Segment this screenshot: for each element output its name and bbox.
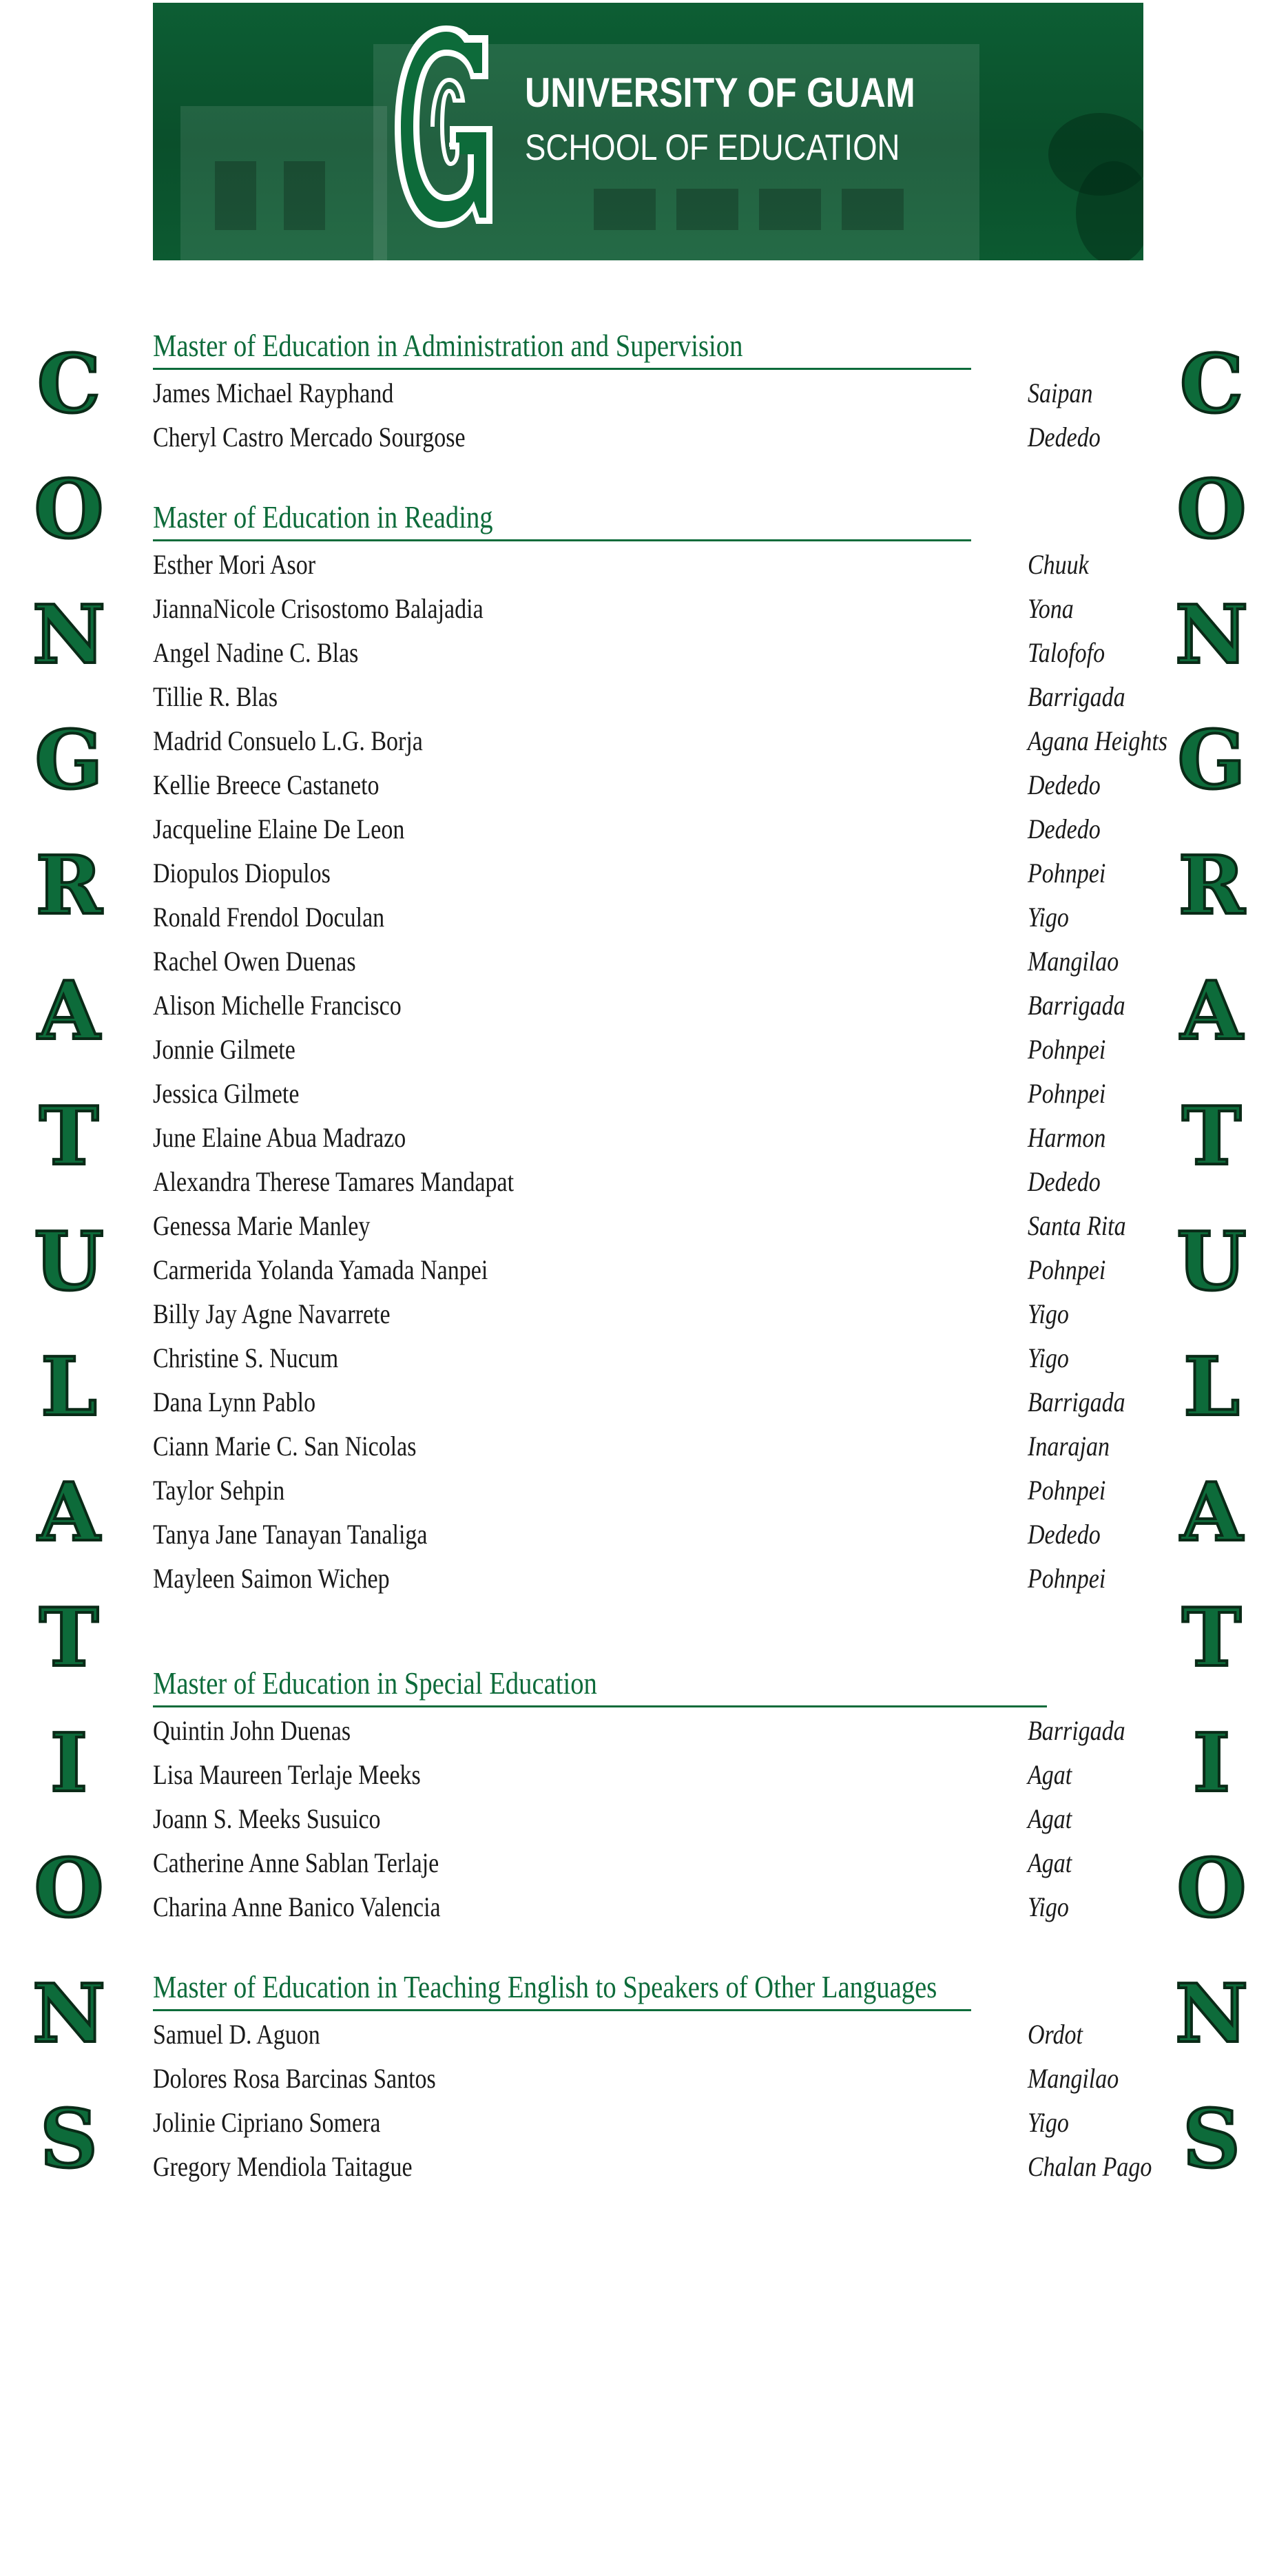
congratulations-letter: U: [34, 1215, 104, 1309]
congratulations-letter: S: [40, 2092, 98, 2186]
building-window: [676, 189, 738, 230]
graduate-row: [153, 895, 1165, 939]
graduate-name: Angel Nadine C. Blas: [153, 637, 359, 668]
graduate-name: Samuel D. Aguon: [153, 2019, 320, 2050]
graduate-row: [153, 1336, 1165, 1380]
degree-section: [153, 495, 1168, 1601]
graduate-hometown: Saipan: [1028, 377, 1093, 408]
congratulations-left: [28, 336, 110, 2216]
graduate-row: [153, 1292, 1165, 1336]
graduate-row: [153, 587, 1165, 631]
congratulations-letter: O: [1176, 1842, 1247, 1935]
graduate-hometown: Barrigada: [1028, 681, 1125, 712]
graduate-hometown: Barrigada: [1028, 1715, 1125, 1746]
congratulations-letter: R: [35, 839, 103, 933]
congratulations-letter: C: [1179, 337, 1244, 431]
graduate-row: [153, 675, 1165, 719]
graduate-row: [153, 2101, 1165, 2145]
graduate-name: Dana Lynn Pablo: [153, 1386, 316, 1417]
tree-silhouette: [1076, 161, 1143, 260]
graduate-row: [153, 415, 1165, 459]
graduate-name: Kellie Breece Castaneto: [153, 769, 380, 800]
graduate-hometown: Yigo: [1028, 1342, 1069, 1373]
graduate-hometown: Mangilao: [1028, 2063, 1119, 2094]
graduate-hometown: Inarajan: [1028, 1431, 1110, 1462]
graduate-hometown: Chalan Pago: [1028, 2151, 1152, 2182]
graduate-name: Joann S. Meeks Susuico: [153, 1803, 381, 1834]
graduate-list: [153, 324, 1168, 2189]
degree-heading: [153, 1661, 1047, 1707]
graduate-name: Jessica Gilmete: [153, 1078, 300, 1109]
graduate-name: Tillie R. Blas: [153, 681, 278, 712]
building-window: [759, 189, 821, 230]
graduate-name: Rachel Owen Duenas: [153, 946, 356, 977]
degree-section: [153, 1661, 1165, 1929]
graduate-hometown: Talofofo: [1028, 637, 1105, 668]
graduate-name: June Elaine Abua Madrazo: [153, 1122, 406, 1153]
graduate-row: [153, 1468, 1165, 1513]
congratulations-letter: N: [32, 1967, 106, 2061]
graduate-row: [153, 984, 1165, 1028]
building-window: [594, 189, 656, 230]
congratulations-letter: T: [1181, 1090, 1242, 1183]
congratulations-letter: O: [34, 1842, 104, 1935]
degree-section: [153, 1965, 1165, 2189]
graduate-name: Alison Michelle Francisco: [153, 990, 402, 1021]
graduate-hometown: Yigo: [1028, 1891, 1069, 1922]
graduate-row: [153, 1513, 1165, 1557]
graduate-rows: [153, 1709, 1165, 1929]
congratulations-letter: N: [32, 588, 106, 682]
graduate-row: [153, 1380, 1165, 1424]
degree-section: [153, 324, 1165, 459]
graduate-name: Jonnie Gilmete: [153, 1034, 295, 1065]
graduate-hometown: Barrigada: [1028, 990, 1125, 1021]
graduate-hometown: Pohnpei: [1028, 1034, 1106, 1065]
graduate-hometown: Pohnpei: [1028, 858, 1106, 889]
graduate-row: [153, 1116, 1165, 1160]
congratulations-right: [1170, 336, 1253, 2216]
graduate-name: Charina Anne Banico Valencia: [153, 1891, 441, 1922]
graduate-hometown: Dededo: [1028, 813, 1101, 844]
degree-heading-text: Master of Education in Administration and Supervision: [153, 328, 743, 363]
graduate-hometown: Agat: [1028, 1847, 1072, 1878]
graduate-hometown: Barrigada: [1028, 1386, 1125, 1417]
congratulations-letter: A: [1180, 1466, 1243, 1559]
congratulations-letter: O: [1176, 463, 1247, 557]
building-window: [284, 161, 325, 230]
degree-heading-text: Master of Education in Special Education: [153, 1665, 597, 1701]
graduate-row: [153, 2057, 1165, 2101]
congratulations-letter: T: [39, 1591, 99, 1685]
graduate-name: Mayleen Saimon Wichep: [153, 1563, 390, 1594]
building-window: [842, 189, 904, 230]
school-name: SCHOOL OF EDUCATION: [525, 127, 900, 168]
congratulations-letter: A: [37, 1466, 100, 1559]
graduate-row: [153, 2013, 1165, 2057]
graduate-name: Billy Jay Agne Navarrete: [153, 1298, 391, 1329]
graduate-name: Genessa Marie Manley: [153, 1210, 371, 1241]
degree-heading: [153, 495, 971, 541]
graduate-hometown: Dededo: [1028, 422, 1101, 453]
congratulations-letter: U: [1176, 1215, 1247, 1309]
degree-heading: [153, 1965, 971, 2011]
graduate-hometown: Pohnpei: [1028, 1254, 1106, 1285]
graduate-hometown: Agana Heights: [1028, 725, 1168, 756]
congratulations-letter: T: [39, 1090, 99, 1183]
header-banner: [153, 3, 1143, 260]
congratulations-letter: G: [1177, 714, 1246, 807]
degree-heading-text: Master of Education in Teaching English to Speakers of Other Languages: [153, 1969, 937, 2004]
graduate-name: Alexandra Therese Tamares Mandapat: [153, 1166, 515, 1197]
graduate-row: [153, 939, 1165, 984]
congratulations-letter: C: [37, 337, 101, 431]
congratulations-letter: O: [34, 463, 104, 557]
graduate-hometown: Chuuk: [1028, 549, 1089, 580]
congratulations-letter: A: [1180, 964, 1243, 1058]
congratulations-letter: L: [41, 1340, 97, 1434]
graduate-name: Taylor Sehpin: [153, 1475, 285, 1506]
graduate-hometown: Yigo: [1028, 902, 1069, 933]
graduate-hometown: Dededo: [1028, 1166, 1101, 1197]
graduate-name: Jolinie Cipriano Somera: [153, 2107, 381, 2138]
graduate-hometown: Yigo: [1028, 2107, 1069, 2138]
graduate-row: [153, 807, 1165, 851]
graduate-rows: [153, 2013, 1165, 2189]
graduate-name: Madrid Consuelo L.G. Borja: [153, 725, 423, 756]
graduate-rows: [153, 371, 1165, 459]
graduate-name: Jacqueline Elaine De Leon: [153, 813, 405, 844]
congratulations-letter: I: [50, 1716, 88, 1810]
congratulations-letter: R: [1178, 839, 1245, 933]
graduate-hometown: Pohnpei: [1028, 1563, 1106, 1594]
congratulations-letter: I: [1192, 1716, 1231, 1810]
graduate-name: Ronald Frendol Doculan: [153, 902, 385, 933]
graduate-hometown: Agat: [1028, 1759, 1072, 1790]
graduate-hometown: Mangilao: [1028, 946, 1119, 977]
degree-heading: [153, 324, 971, 370]
graduate-name: Dolores Rosa Barcinas Santos: [153, 2063, 436, 2094]
graduate-row: [153, 371, 1165, 415]
university-name: UNIVERSITY OF GUAM: [525, 70, 915, 116]
graduate-hometown: Harmon: [1028, 1122, 1106, 1153]
congratulations-letter: G: [34, 714, 103, 807]
graduate-row: [153, 1557, 1165, 1601]
congratulations-letter: T: [1181, 1591, 1242, 1685]
graduate-hometown: Dededo: [1028, 769, 1101, 800]
graduate-hometown: Dededo: [1028, 1519, 1101, 1550]
graduate-row: [153, 1248, 1165, 1292]
graduate-row: [153, 1072, 1165, 1116]
graduate-name: Carmerida Yolanda Yamada Nanpei: [153, 1254, 488, 1285]
graduate-row: [153, 631, 1165, 675]
graduate-name: Diopulos Diopulos: [153, 858, 331, 889]
graduate-name: Tanya Jane Tanayan Tanaliga: [153, 1519, 428, 1550]
graduate-hometown: Yona: [1028, 593, 1074, 624]
graduate-row: [153, 1885, 1165, 1929]
graduate-row: [153, 1797, 1165, 1841]
graduate-name: Gregory Mendiola Taitague: [153, 2151, 413, 2182]
graduate-name: JiannaNicole Crisostomo Balajadia: [153, 593, 484, 624]
graduate-hometown: Ordot: [1028, 2019, 1083, 2050]
degree-heading-text: Master of Education in Reading: [153, 499, 493, 534]
congratulations-letter: L: [1183, 1340, 1240, 1434]
graduate-row: [153, 719, 1168, 763]
graduate-name: Catherine Anne Sablan Terlaje: [153, 1847, 439, 1878]
building-window: [215, 161, 256, 230]
graduate-name: James Michael Rayphand: [153, 377, 394, 408]
graduate-row: [153, 1160, 1165, 1204]
graduate-name: Lisa Maureen Terlaje Meeks: [153, 1759, 421, 1790]
graduate-row: [153, 763, 1165, 807]
congratulations-letter: S: [1183, 2092, 1240, 2186]
graduate-hometown: Yigo: [1028, 1298, 1069, 1329]
graduate-hometown: Pohnpei: [1028, 1475, 1106, 1506]
graduate-rows: [153, 543, 1168, 1601]
graduate-name: Christine S. Nucum: [153, 1342, 339, 1373]
graduate-hometown: Pohnpei: [1028, 1078, 1106, 1109]
graduate-row: [153, 851, 1165, 895]
congratulations-letter: A: [37, 964, 100, 1058]
graduate-row: [153, 1204, 1165, 1248]
graduate-name: Quintin John Duenas: [153, 1715, 351, 1746]
graduate-name: Cheryl Castro Mercado Sourgose: [153, 422, 466, 453]
graduate-row: [153, 1841, 1165, 1885]
congratulations-letter: N: [1174, 1967, 1249, 2061]
graduate-row: [153, 1709, 1165, 1753]
graduate-name: Ciann Marie C. San Nicolas: [153, 1431, 417, 1462]
graduate-hometown: Santa Rita: [1028, 1210, 1126, 1241]
graduate-row: [153, 1028, 1165, 1072]
graduate-hometown: Agat: [1028, 1803, 1072, 1834]
graduate-row: [153, 1424, 1165, 1468]
graduate-row: [153, 1753, 1165, 1797]
graduate-row: [153, 2145, 1165, 2189]
congratulations-letter: N: [1174, 588, 1249, 682]
university-g-logo-icon: [391, 23, 495, 230]
graduate-name: Esther Mori Asor: [153, 549, 316, 580]
graduate-row: [153, 543, 1165, 587]
